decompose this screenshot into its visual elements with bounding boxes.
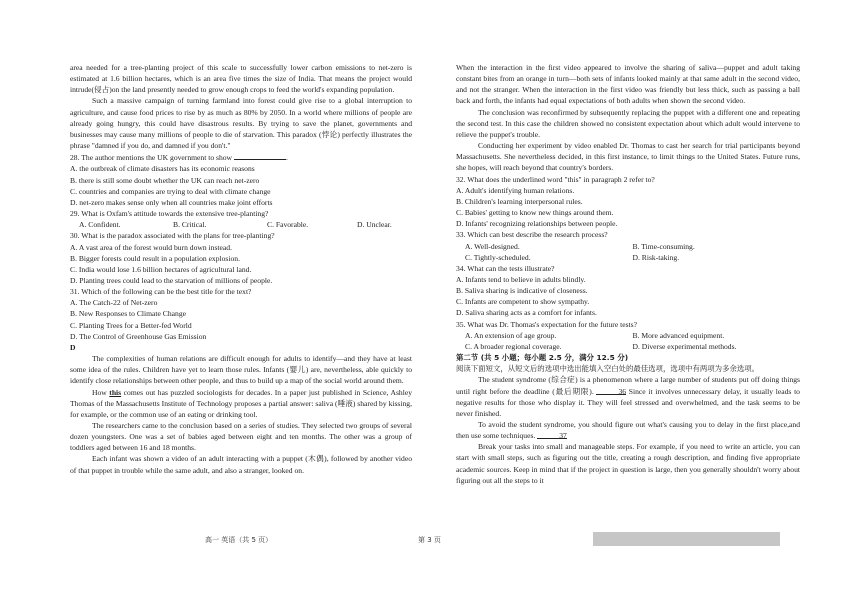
section-letter: D [70,342,76,352]
paragraph: Such a massive campaign of turning farmland into forest could give rise to a global interruption to agriculture, and cause food prices to rise by as much as 80% by 2050. In a world where millions of people are already going hungry, this could have disastrous results. By trying to save the planet, governments and businesses may cause many millions of people to die of starvation. This paradox (悖论) perfectly illustrates the phrase "damned if you do, and damned if you don't." [70,96,412,151]
answer-blank-37: 37 [537,430,567,439]
option: B. Saliva sharing is indicative of closeness. [456,286,588,296]
left-column [70,62,412,476]
option: B. Critical. [173,220,207,230]
option: D. Unclear. [357,220,392,230]
question-32: 32. What does the underlined word "this" in paragraph 2 refer to? [456,174,655,184]
option: C. India would lose 1.6 billion hectares of agricultural land. [70,264,252,274]
option: D. Planting trees could lead to the starvation of millions of people. [70,275,273,285]
question-35: 35. What was Dr. Thomas's expectation for the future tests? [456,319,637,329]
question-29: 29. What is Oxfam's attitude towards the extensive tree-planting? [70,209,269,219]
paragraph: Conducting her experiment by video enabled Dr. Thomas to cast her search for trial participants beyond Massachusetts. She nevertheless decided, in this first instance, to limit things to the United States. Future runs, she hopes, will reach beyond that country's borders. [456,141,800,173]
paragraph: When the interaction in the first video appeared to involve the sharing of saliva—puppet and adult taking constant bites from an orange in turn—both sets of infants looked mainly at that same adult in the second video, and not the stranger. When the interaction in the first video was friendly but less thick, such as passing a ball back and forth, the infants had equal expectations of both adults when shown the second video. [456,63,800,106]
paragraph: Each infant was shown a video of an adult interacting with a puppet (木偶), followed by another video of that puppet in trouble while the same adult, and also a stranger, looked on. [70,454,412,475]
paragraph: The researchers came to the conclusion based on a series of studies. They selected two groups of several dozen youngsters. One was a set of babies aged between eight and ten months. The other was a group of toddlers aged between 16 and 18 months. [70,421,412,453]
option: B. New Responses to Climate Change [70,309,187,319]
question-28: 28. The author mentions the UK government to show . [70,153,288,163]
option: B. there is still some doubt whether the UK can reach net-zero [70,175,260,185]
option-row [465,241,800,252]
section-heading: 第二节 (共 5 小题；每小题 2.5 分，满分 12.5 分) [456,353,629,363]
option: C. Babies' getting to know new things around them. [456,208,614,218]
section-instructions: 阅读下面短文，从短文后的选项中选出能填入空白处的最佳选项，选项中有两项为多余选项。 [456,364,760,374]
option: C. Favorable. [267,220,309,230]
paragraph: The student syndrome (综合症) is a phenomenon where a large number of students put off doing things until right before the deadline (最后期限). 36 Since it involves unnecessary delay, it usually leads to negative results for those who display it. They will feel stressed and overwhelmed, and the task seems to be never finished. [456,375,800,418]
option: A. Adult's identifying human relations. [456,185,575,195]
paragraph: How this comes out has puzzled sociologists for decades. In a paper just published in Science, Ashley Thomas of the Massachusetts Institute of Technology proposes a partial answer: saliva (唾液) shared by kissing, for example, or the common use of an eating or drinking tool. [70,387,412,419]
question-30: 30. What is the paradox associated with the plans for tree-planting? [70,231,275,241]
question-33: 33. Which can best describe the research process? [456,230,608,240]
option: C. countries and companies are trying to deal with climate change [70,186,271,196]
option: D. net-zero makes sense only when all countries make joint efforts [70,197,273,207]
paragraph: The conclusion was reconfirmed by subsequently replacing the puppet with a different one and repeating the second test. In this case the children showed no consistent expectation about which adult would intervene to relieve the puppet's trouble. [456,107,800,139]
right-column [456,62,800,486]
underlined-word: this [109,387,122,397]
option-row [465,341,800,352]
paragraph: The complexities of human relations are difficult enough for adults to identify—and they have at least some idea of the rules. Children have yet to learn those rules. Infants (婴儿) are, nevertheless, able quickly to identify close relationships between other people, and thus to build up a map of the social world around them. [70,354,412,386]
option: C. Planting Trees for a Better-fed World [70,320,192,330]
option: C. A broader regional coverage. [465,341,562,351]
paragraph: To avoid the student syndrome, you should figure out what's causing you to delay in the first place,and then use some techniques. 37 [456,420,800,441]
option: D. Diverse experimental methods. [632,341,737,351]
paragraph: Break your tasks into small and manageable steps. For example, if you need to write an article, you can start with small steps, such as figuring out the title, creating a rough description, and finding five appropriate academic sources. Keep in mind that if the project in question is large, then you generally shouldn't worry about figuring out all the steps to it [456,442,800,485]
answer-blank-36: 36 [596,386,626,395]
option: A. Infants tend to believe in adults blindly. [456,274,586,284]
option: A. The Catch-22 of Net-zero [70,298,158,308]
option-row [465,330,800,341]
answer-blank [234,151,286,160]
option: C. Infants are competent to show sympathy. [456,297,590,307]
question-31: 31. Which of the following can be the best title for the text? [70,287,252,297]
question-text: 28. The author mentions the UK government to show [70,153,233,163]
option: A. An extension of age group. [465,330,557,340]
option: D. Risk-taking. [632,252,680,262]
option: A. A vast area of the forest would burn down instead. [70,242,232,252]
option-row [465,252,800,263]
option: A. the outbreak of climate disasters has its economic reasons [70,164,255,174]
option: B. Time-consuming. [632,241,695,251]
paragraph: area needed for a tree-planting project of this scale to successfully lower carbon emissions to net-zero is estimated at 1.6 billion hectares, which is an area five times the size of India. That means the project would intrude(侵占)on the land presently needed to grow enough crops to feed the world's expanding population. [70,63,412,95]
footer-page-number: 第 3 页 [418,536,441,544]
option-row [79,219,412,230]
option: C. Tightly-scheduled. [465,252,531,262]
option: D. Infants' recognizing relationships between people. [456,219,618,229]
option: D. Saliva sharing acts as a comfort for infants. [456,308,597,318]
option: A. Well-designed. [465,241,520,251]
option: B. More advanced equipment. [632,330,725,340]
option: D. The Control of Greenhouse Gas Emission [70,331,207,341]
footer-subject: 高一 英语（共 5 页） [205,536,273,544]
option: A. Confident. [79,220,121,230]
option: B. Children's learning interpersonal rules. [456,196,583,206]
question-34: 34. What can the tests illustrate? [456,263,555,273]
redaction-bar [593,532,780,546]
option: B. Bigger forests could result in a population explosion. [70,253,240,263]
